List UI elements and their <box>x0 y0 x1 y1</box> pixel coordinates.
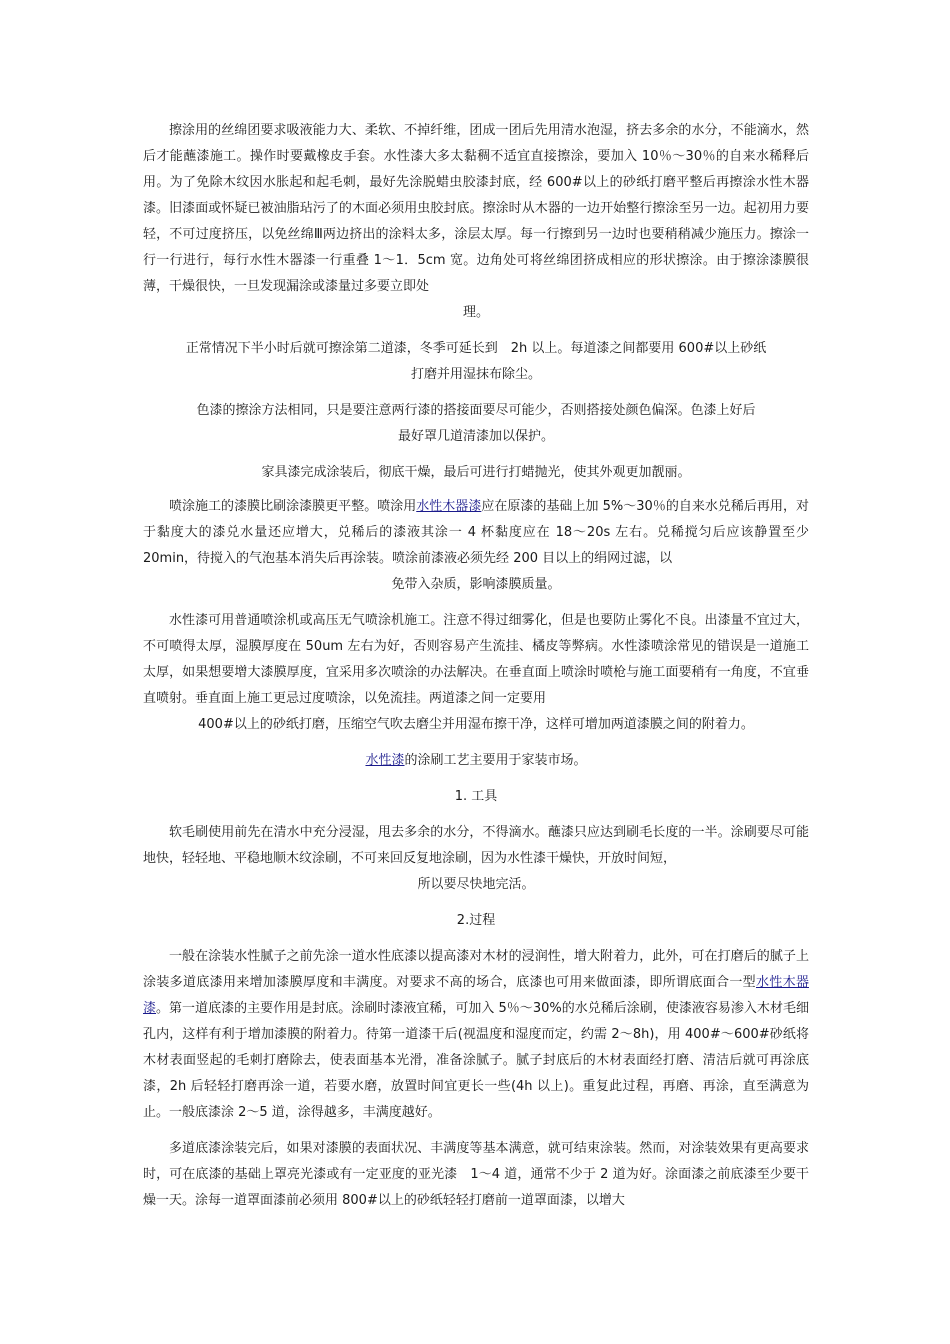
paragraph-soft-brush-tail: 所以要尽快地完活。 <box>417 877 535 892</box>
paragraph-top-coat: 多道底漆涂装完后，如果对漆膜的表面状况、丰满度等基本满意，就可结束涂装。然而，对涂装效果有更高要求时，可在底漆的基础上罩亮光漆或有一定亚度的亚光漆 1～4 道，通常不少于 2 道为好。涂面漆之前底漆至少要干燥一天。涂每一道罩面漆前必须用 800#以上的砂纸轻轻打磨前一道罩面漆，以增大 <box>143 1141 809 1208</box>
heading-process: 2.过程 <box>456 913 496 928</box>
paragraph-spray-thinning <box>143 494 809 572</box>
paragraph-soft-brush: 软毛刷使用前先在清水中充分浸湿，甩去多余的水分，不得滴水。蘸漆只应达到刷毛长度的一半。涂刷要尽可能地快，轻轻地、平稳地顺木纹涂刷，不可来回反复地涂刷，因为水性漆干燥快，开放时间短， <box>143 825 809 866</box>
link-water-based-wood-paint[interactable]: 水性木器漆 <box>143 975 809 1016</box>
paragraph-color-paint-tail: 最好罩几道清漆加以保护。 <box>397 429 554 444</box>
document-body <box>143 118 809 1214</box>
text-segment: 。第一道底漆的主要作用是封底。涂刷时漆液宜稀，可加入 5％～30%的水兑稀后涂刷，使漆液容易渗入木材毛细孔内，这样有利于增加漆膜的附着力。待第一道漆干后(视温度和湿度而定，约需 2～8h)，用 400#～600#砂纸将木材表面竖起的毛刺打磨除去，使表面基本光滑，准备涂腻子。腻子封底后的木材表面经打磨、清洁后就可再涂底漆，2h 后轻轻打磨再涂一道，若要水磨，放置时间宜更长一些(4h 以上)。重复此过程，再磨、再涂，直至满意为止。一般底漆涂 2～5 道，涂得越多，丰满度越好。 <box>143 1001 809 1120</box>
paragraph-second-coat-tail: 打磨并用湿抹布除尘。 <box>410 367 541 382</box>
paragraph-spray-thinning-tail: 免带入杂质，影响漆膜质量。 <box>391 577 561 592</box>
paragraph-brush-intro <box>143 748 809 774</box>
link-water-based-paint[interactable]: 水性漆 <box>365 753 405 768</box>
paragraph-spray-equipment: 水性漆可用普通喷涂机或高压无气喷涂机施工。注意不得过细雾化，但是也要防止雾化不良。出漆量不宜过大，不可喷得太厚，湿膜厚度在 50um 左右为好，否则容易产生流挂、橘皮等弊病。水性漆喷涂常见的错误是一道施工太厚，如果想要增大漆膜厚度，宜采用多次喷涂的办法解决。在垂直面上喷涂时喷枪与施工面要稍有一角度，不宜垂直喷射。垂直面上施工更忌过度喷涂，以免流挂。两道漆之间一定要用 <box>143 613 809 706</box>
text-segment: 应在原漆的基础上加 5%～30％的自来水兑稀后再用，对于黏度大的漆兑水量还应增大，兑稀后的漆液其涂一 4 杯黏度应在 18～20s 左右。兑稀搅匀后应该静置至少 20min，待搅入的气泡基本消失后再涂装。喷涂前漆液必须先经 200 目以上的绢网过滤，以 <box>143 499 809 566</box>
paragraph-waxing: 家具漆完成涂装后，彻底干燥，最后可进行打蜡抛光，使其外观更加靓丽。 <box>261 465 691 480</box>
text-segment: 的涂刷工艺主要用于家装市场。 <box>404 753 587 768</box>
text-segment: 一般在涂装水性腻子之前先涂一道水性底漆以提高漆对木材的浸润性，增大附着力，此外，可在打磨后的腻子上涂装多道底漆用来增加漆膜厚度和丰满度。对要求不高的场合，底漆也可用来做面漆，即所谓底面合一型 <box>143 949 809 990</box>
paragraph-wipe-application-tail: 理。 <box>462 305 489 320</box>
paragraph-second-coat: 正常情况下半小时后就可擦涂第二道漆，冬季可延长到 2h 以上。每道漆之间都要用 600#以上砂纸 <box>185 341 767 356</box>
link-water-based-wood-paint[interactable]: 水性木器漆 <box>416 499 482 514</box>
heading-tools: 1. 工具 <box>454 789 498 804</box>
paragraph-primer-process <box>143 944 809 1126</box>
paragraph-color-paint: 色漆的擦涂方法相同，只是要注意两行漆的搭接面要尽可能少，否则搭接处颜色偏深。色漆上好后 <box>196 403 756 418</box>
text-segment: 喷涂施工的漆膜比刷涂漆膜更平整。喷涂用 <box>169 499 417 514</box>
paragraph-spray-equipment-tail: 400#以上的砂纸打磨，压缩空气吹去磨尘并用湿布擦干净，这样可增加两道漆膜之间的附着力。 <box>198 717 754 732</box>
paragraph-wipe-application: 擦涂用的丝绵团要求吸液能力大、柔软、不掉纤维，团成一团后先用清水泡湿，挤去多余的水分，不能滴水，然后才能蘸漆施工。操作时要戴橡皮手套。水性漆大多太黏稠不适宜直接擦涂，要加入 10％～30％的自来水稀释后用。为了免除木纹因水胀起和起毛刺，最好先涂脱蜡虫胶漆封底，经 600#以上的砂纸打磨平整后再擦涂水性木器漆。旧漆面或怀疑已被油脂玷污了的木面必须用虫胶封底。擦涂时从木器的一边开始整行擦涂至另一边。起初用力要轻，不可过度挤压，以免丝绵Ⅲ两边挤出的涂料太多，涂层太厚。每一行擦到另一边时也要稍稍减少施压力。擦涂一行一行进行，每行水性木器漆一行重叠 1～1．5cm 宽。边角处可将丝绵团挤成相应的形状擦涂。由于擦涂漆膜很薄，干燥很快，一旦发现漏涂或漆量过多要立即处 <box>143 123 809 294</box>
